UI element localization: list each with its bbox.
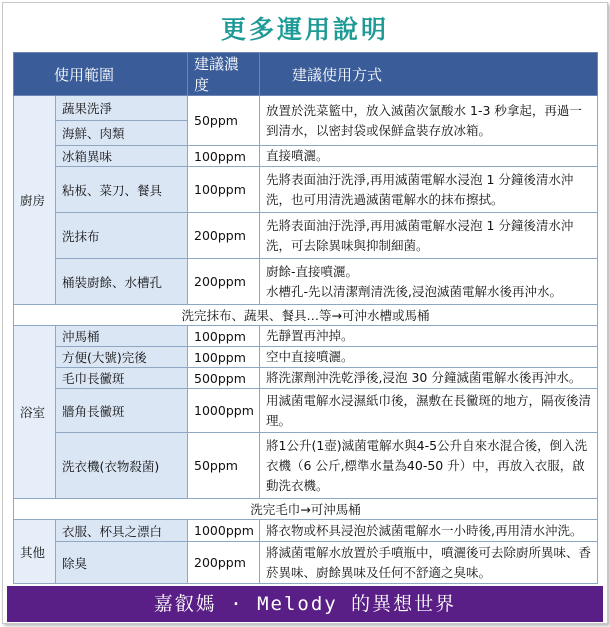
footer-banner: 嘉叡媽 · Melody 的異想世界 [7, 586, 603, 622]
table-row [14, 326, 598, 347]
table-row [14, 347, 598, 368]
usage-cell: 粘板、菜刀、餐具 [56, 167, 188, 213]
usage-cell: 蔬果洗淨 [56, 96, 188, 121]
method-line: 廚餘-直接噴灑。 [266, 263, 359, 279]
kitchen-note: 洗完抹布、蔬果、餐具…等→可沖水槽或馬桶 [14, 305, 598, 326]
usage-cell: 衣服、杯具之漂白 [56, 520, 188, 542]
concentration-cell: 1000ppm [188, 520, 260, 542]
concentration-cell: 500ppm [188, 368, 260, 389]
usage-cell: 牆角長黴斑 [56, 389, 188, 433]
method-cell: 先靜置再沖掉。 [260, 326, 598, 347]
method-cell: 直接噴灑。 [260, 146, 598, 167]
table-row [14, 213, 598, 259]
note-row [14, 499, 598, 520]
concentration-cell: 100ppm [188, 347, 260, 368]
method-cell: 空中直接噴灑。 [260, 347, 598, 368]
method-cell: 先將表面油汙洗淨,再用滅菌電解水浸泡 1 分鐘後清水沖洗，也可用清洗過滅菌電解水的抹布擦拭。 [260, 167, 598, 213]
method-cell: 將衣物或杯具浸泡於滅菌電解水一小時後,再用清水沖洗。 [260, 520, 598, 542]
usage-cell: 毛巾長黴斑 [56, 368, 188, 389]
header-usage: 使用範圍 [14, 53, 188, 96]
category-kitchen: 廚房 [14, 96, 56, 305]
table-row [14, 167, 598, 213]
table-row [14, 433, 598, 499]
page-title: 更多運用說明 [220, 15, 389, 44]
concentration-cell: 200ppm [188, 213, 260, 259]
method-cell: 將滅菌電解水放置於手噴瓶中，噴灑後可去除廚所異味、香菸異味、廚餘異味及任何不舒適之臭味。 [260, 542, 598, 584]
bathroom-note: 洗完毛巾→可沖馬桶 [14, 499, 598, 520]
usage-cell: 方便(大號)完後 [56, 347, 188, 368]
table-row [14, 389, 598, 433]
table-row [14, 368, 598, 389]
concentration-cell: 200ppm [188, 542, 260, 584]
usage-cell: 冰箱異味 [56, 146, 188, 167]
header-method: 建議使用方式 [260, 53, 598, 96]
concentration-cell: 100ppm [188, 326, 260, 347]
method-cell [260, 259, 598, 305]
concentration-cell: 1000ppm [188, 389, 260, 433]
note-row [14, 305, 598, 326]
table-row [14, 520, 598, 542]
usage-cell: 桶裝廚餘、水槽孔 [56, 259, 188, 305]
concentration-cell: 50ppm [188, 433, 260, 499]
concentration-cell: 200ppm [188, 259, 260, 305]
usage-cell: 洗抹布 [56, 213, 188, 259]
table-row [14, 542, 598, 584]
header-concentration: 建議濃度 [188, 53, 260, 96]
table-row [14, 259, 598, 305]
usage-cell: 海鮮、肉類 [56, 121, 188, 146]
category-other: 其他 [14, 520, 56, 584]
usage-cell: 除臭 [56, 542, 188, 584]
method-cell: 將1公升(1壺)滅菌電解水與4-5公升自來水混合後，倒入洗衣機（6 公斤,標準水量為40-50 升）中，再放入衣服，啟動洗衣機。 [260, 433, 598, 499]
category-bathroom: 浴室 [14, 326, 56, 499]
concentration-cell: 100ppm [188, 167, 260, 213]
method-cell: 用滅菌電解水浸濕紙巾後，濕敷在長黴斑的地方，隔夜後清理。 [260, 389, 598, 433]
usage-table [13, 52, 598, 584]
table-row [14, 96, 598, 121]
concentration-cell: 50ppm [188, 96, 260, 146]
table-row [14, 146, 598, 167]
table-header-row [14, 53, 598, 96]
concentration-cell: 100ppm [188, 146, 260, 167]
method-cell: 先將表面油汙洗淨,再用滅菌電解水浸泡 1 分鐘後清水沖洗，可去除異味與抑制細菌。 [260, 213, 598, 259]
method-line: 水槽孔-先以清潔劑清洗後,浸泡滅菌電解水後再沖水。 [266, 283, 563, 299]
method-cell: 放置於洗菜籃中，放入滅菌次氯酸水 1-3 秒拿起，再過一到清水，以密封袋或保鮮盒裝存放冰箱。 [260, 96, 598, 146]
usage-cell: 沖馬桶 [56, 326, 188, 347]
method-cell: 將洗潔劑沖洗乾淨後,浸泡 30 分鐘滅菌電解水後再沖水。 [260, 368, 598, 389]
usage-cell: 洗衣機(衣物殺菌) [56, 433, 188, 499]
